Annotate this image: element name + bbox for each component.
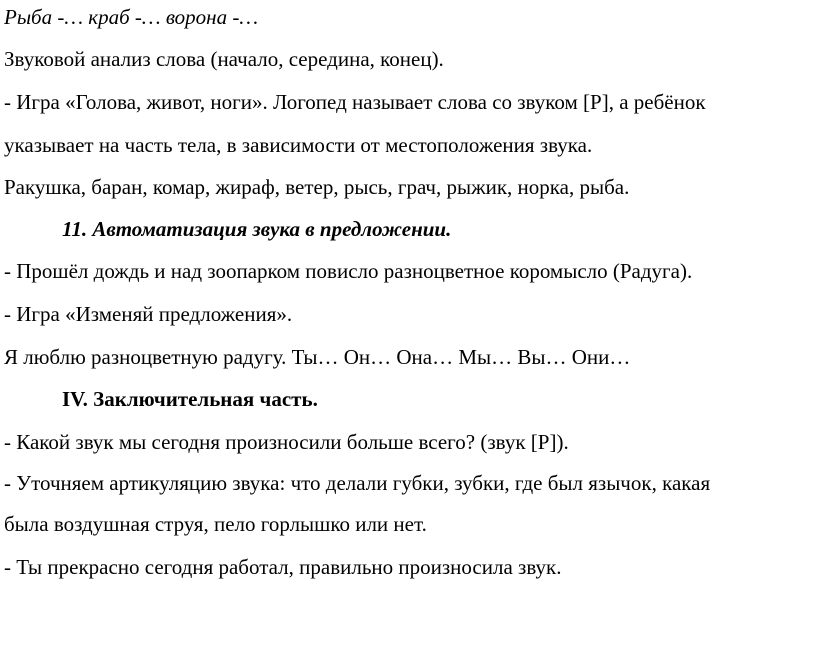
section-heading-sentence-automation: 11. Автоматизация звука в предложении.: [62, 217, 452, 241]
sound-analysis-line: Звуковой анализ слова (начало, середина, конец).: [4, 47, 444, 71]
game-change-sentences-line: - Игра «Изменяй предложения».: [4, 302, 293, 326]
riddle-line: - Прошёл дождь и над зоопарком повисло разноцветное коромысло (Радуга).: [4, 259, 693, 283]
articulation-continuation-line: была воздушная струя, пело горлышко или нет.: [4, 512, 427, 536]
question-sound-line: - Какой звук мы сегодня произносили больше всего? (звук [Р]).: [4, 430, 569, 454]
praise-line: - Ты прекрасно сегодня работал, правильно произносила звук.: [4, 555, 562, 579]
word-list-line: Ракушка, баран, комар, жираф, ветер, рысь, грач, рыжик, норка, рыба.: [4, 175, 630, 199]
game-head-belly-legs-line: - Игра «Голова, живот, ноги». Логопед называет слова со звуком [Р], а ребёнок: [4, 90, 706, 114]
game-instruction-line: указывает на часть тела, в зависимости от местоположения звука.: [4, 133, 593, 157]
articulation-line: - Уточняем артикуляцию звука: что делали губки, зубки, где был язычок, какая: [4, 471, 711, 495]
word-chain-line: Рыба -… краб -… ворона -…: [4, 5, 258, 29]
sentence-variation-line: Я люблю разноцветную радугу. Ты… Он… Она… Мы… Вы… Они…: [4, 345, 631, 369]
section-heading-conclusion: IV. Заключительная часть.: [62, 387, 318, 411]
